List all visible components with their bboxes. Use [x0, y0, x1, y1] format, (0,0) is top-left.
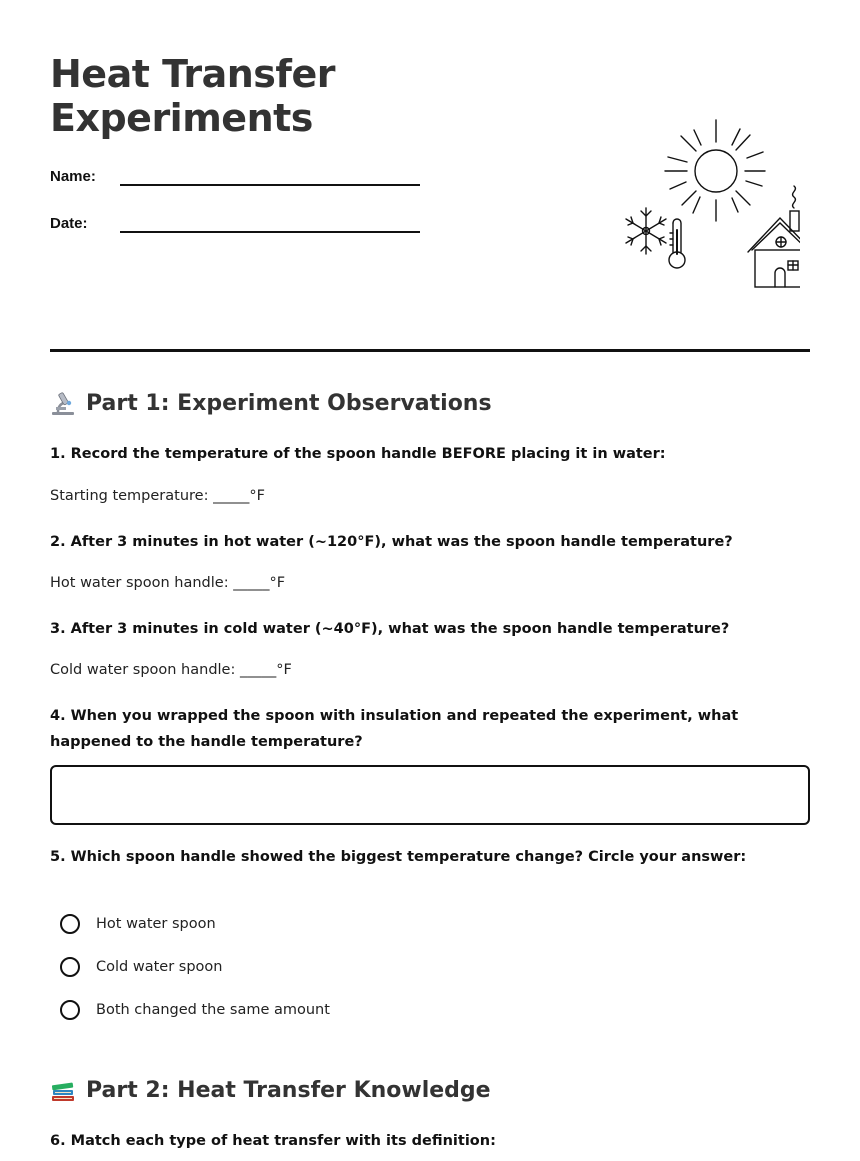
title-line-1: Heat Transfer — [50, 52, 335, 96]
question-4: 4. When you wrapped the spoon with insulation and repeated the experiment, what happened to the handle temperature? — [50, 708, 739, 750]
microscope-icon — [50, 391, 76, 417]
part2-title: Part 2: Heat Transfer Knowledge — [86, 1078, 491, 1103]
question-2: 2. After 3 minutes in hot water (~120°F), what was the spoon handle temperature? — [50, 534, 733, 550]
part1-title: Part 1: Experiment Observations — [86, 391, 492, 416]
radio-circle[interactable] — [60, 914, 80, 934]
date-label: Date: — [50, 215, 88, 232]
option-label: Hot water spoon — [96, 916, 216, 932]
answer-2[interactable]: Hot water spoon handle: _____°F — [50, 575, 286, 591]
sun-icon — [665, 120, 765, 221]
question-3: 3. After 3 minutes in cold water (~40°F), what was the spoon handle temperature? — [50, 621, 730, 637]
date-field[interactable] — [50, 213, 420, 233]
answer-1[interactable]: Starting temperature: _____°F — [50, 488, 265, 504]
date-input-line[interactable] — [120, 213, 420, 233]
option-hot-water-spoon[interactable] — [60, 912, 330, 936]
question-5: 5. Which spoon handle showed the biggest temperature change? Circle your answer: — [50, 849, 747, 865]
name-field[interactable] — [50, 166, 420, 186]
answer-3[interactable]: Cold water spoon handle: _____°F — [50, 662, 292, 678]
radio-circle[interactable] — [60, 957, 80, 977]
question-1: 1. Record the temperature of the spoon handle BEFORE placing it in water: — [50, 446, 666, 462]
option-label: Cold water spoon — [96, 959, 223, 975]
name-input-line[interactable] — [120, 166, 420, 186]
radio-circle[interactable] — [60, 1000, 80, 1020]
house-icon — [748, 186, 800, 287]
header-divider — [50, 349, 810, 352]
option-both-same[interactable] — [60, 998, 330, 1022]
name-label: Name: — [50, 168, 96, 185]
option-label: Both changed the same amount — [96, 1002, 330, 1018]
page-title — [50, 52, 335, 140]
part1-heading — [50, 390, 492, 418]
answer-4-box[interactable] — [50, 765, 810, 825]
thermometer-icon — [669, 219, 685, 268]
snowflake-icon — [626, 208, 666, 254]
option-cold-water-spoon[interactable] — [60, 955, 330, 979]
heat-illustration — [570, 115, 800, 295]
question-5-options — [60, 912, 330, 1041]
part2-heading — [50, 1077, 491, 1105]
question-6: 6. Match each type of heat transfer with its definition: — [50, 1133, 496, 1149]
books-icon — [50, 1078, 76, 1104]
title-line-2: Experiments — [50, 96, 313, 140]
